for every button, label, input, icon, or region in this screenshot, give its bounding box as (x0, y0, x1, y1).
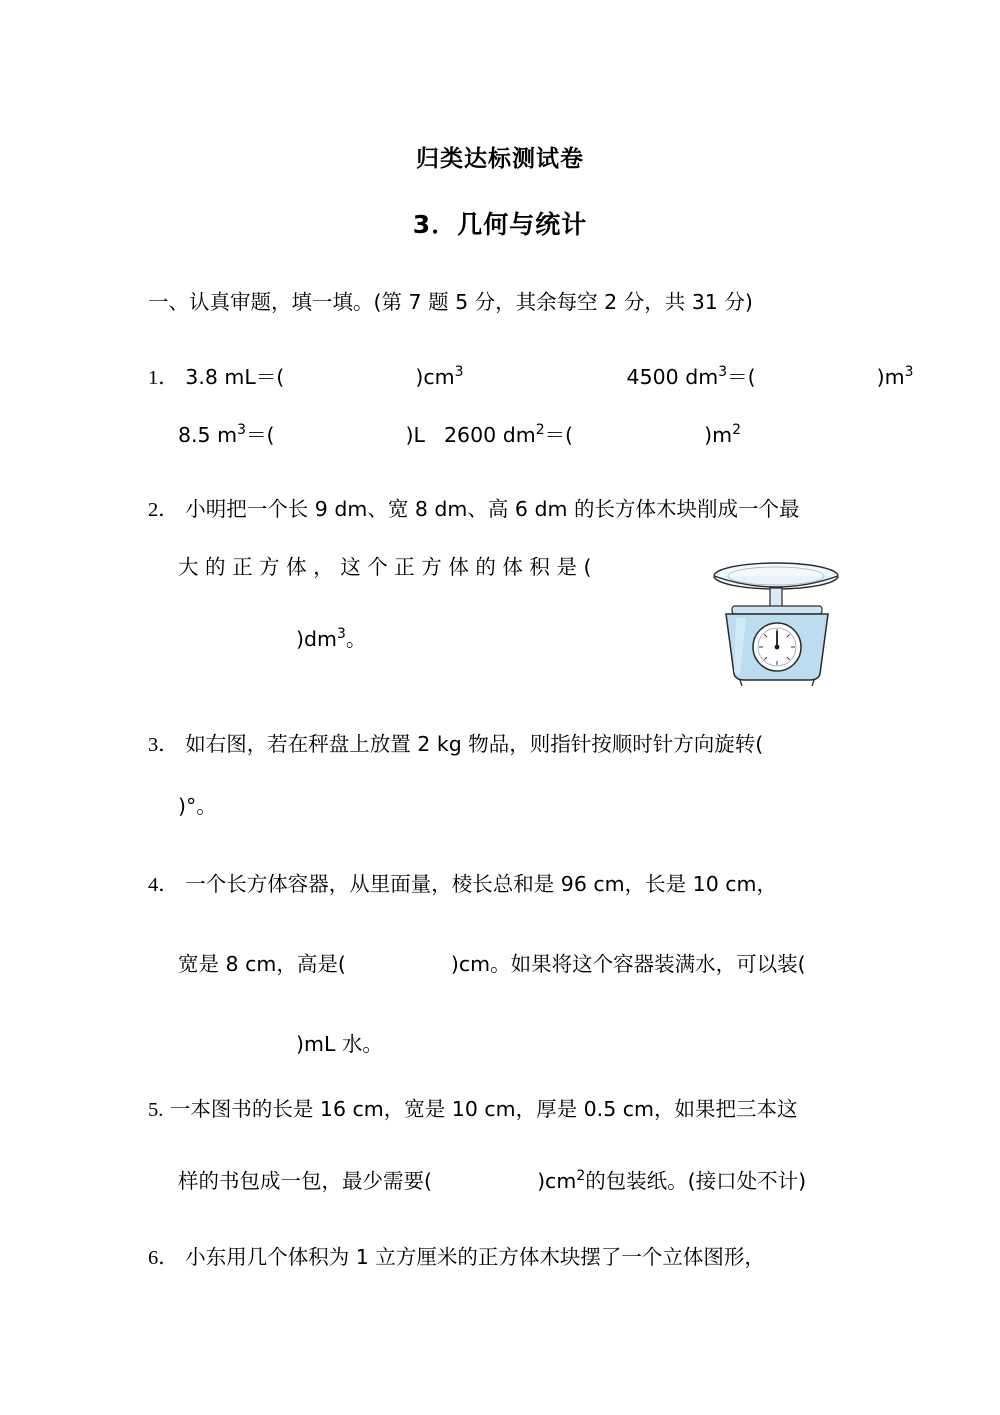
section-heading: 一、认真审题，填一填。(第 7 题 5 分，其余每空 2 分，共 31 分) (148, 290, 753, 314)
q2-char: 这 (340, 555, 361, 579)
q1-item-b-exp1: 3 (718, 364, 728, 381)
q6-line1: 小东用几个体积为 1 立方厘米的正方体木块摆了一个立体图形， (185, 1245, 765, 1269)
page-title: 归类达标测试卷 (416, 146, 584, 172)
q4-line1: 一个长方体容器，从里面量，棱长总和是 96 cm，长是 10 cm， (185, 872, 777, 896)
q1-item-a-exp: 3 (454, 364, 464, 381)
q4-line3: )mL 水。 (296, 1032, 383, 1056)
q4-line2-b: )cm。如果将这个容器装满水，可以装( (450, 952, 806, 976)
question-6-number: 6． (148, 1247, 179, 1269)
q1-item-c-unit: )L (405, 423, 425, 447)
q1-item-a-left: 3.8 mL＝( (185, 365, 285, 389)
q5-line2-c: 的包装纸。(接口处不计) (585, 1169, 807, 1193)
q2-char: 大 (178, 555, 199, 579)
q4-line2-a: 宽是 8 cm，高是( (178, 952, 346, 976)
q5-line2-a: 样的书包成一包，最少需要( (178, 1169, 432, 1193)
q2-char: 方 (421, 555, 442, 579)
q2-char: 正 (232, 555, 253, 579)
q1-item-d-left: 2600 dm (444, 423, 536, 447)
q2-char: 的 (205, 555, 226, 579)
q2-line1: 小明把一个长 9 dm、宽 8 dm、高 6 dm 的长方体木块削成一个最 (185, 497, 800, 521)
q2-char: 体 (286, 555, 307, 579)
q1-item-a-unit: )cm (415, 365, 455, 389)
q2-line3-exp: 3 (336, 626, 346, 643)
q2-char: 正 (394, 555, 415, 579)
kitchen-scale-icon (690, 552, 870, 692)
q2-char: 的 (475, 555, 496, 579)
q1-item-c-exp1: 3 (237, 422, 246, 439)
q5-line2-b: )cm (537, 1169, 577, 1193)
q2-char: ， (313, 555, 334, 579)
q1-item-b-eq: ＝( (727, 365, 756, 389)
q2-char: 积 (529, 555, 550, 579)
q1-item-d-eq: ＝( (544, 423, 574, 447)
question-1-number: 1． (148, 367, 179, 389)
question-5-number: 5. (148, 1099, 164, 1121)
q2-char: 个 (367, 555, 388, 579)
q1-item-c-left: 8.5 m (178, 423, 238, 447)
page-subtitle: 3．几何与统计 (412, 210, 588, 239)
question-2-number: 2． (148, 499, 179, 521)
question-1 (148, 348, 914, 447)
q5-line2-exp: 2 (576, 1168, 586, 1185)
question-3-number: 3． (148, 734, 179, 756)
q2-char: 体 (448, 555, 469, 579)
q3-line2: )°。 (178, 794, 217, 818)
q1-item-b-left: 4500 dm (626, 365, 719, 389)
q2-char: ( (583, 555, 592, 579)
q2-char: 体 (502, 555, 523, 579)
q1-item-b-exp2: 3 (904, 364, 914, 381)
q1-item-d-exp1: 2 (535, 422, 545, 439)
q2-char: 是 (556, 555, 577, 579)
q1-item-d-unit: )m (704, 423, 733, 447)
q1-item-b-unit: )m (876, 365, 905, 389)
q2-line3-end: 。 (345, 627, 367, 651)
q1-item-c-eq: ＝( (245, 423, 275, 447)
q5-line1: 一本图书的长是 16 cm，宽是 10 cm，厚是 0.5 cm，如果把三本这 (169, 1097, 798, 1121)
q2-line3-unit: )dm (296, 627, 337, 651)
question-4-number: 4． (148, 874, 179, 896)
q2-line2 (178, 538, 708, 596)
q2-char: 方 (259, 555, 280, 579)
q3-line1: 如右图，若在秤盘上放置 2 kg 物品，则指针按顺时针方向旋转( (185, 732, 764, 756)
q1-item-d-exp2: 2 (732, 422, 741, 439)
